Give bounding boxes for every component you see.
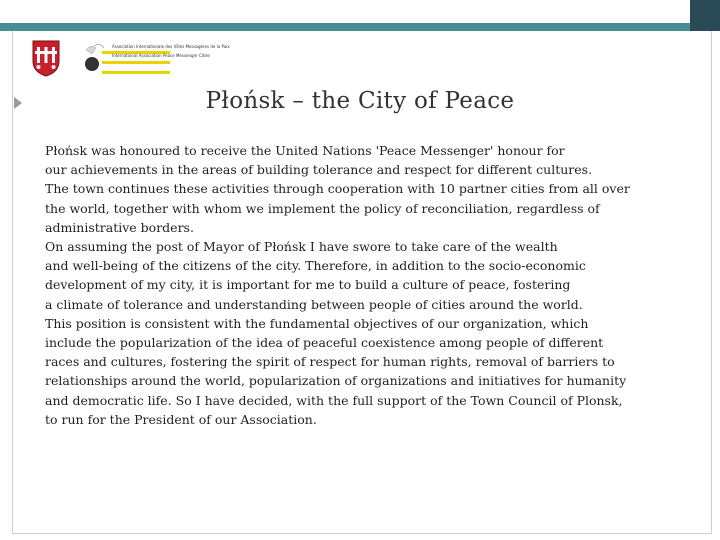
body-line: our achievements in the areas of building tolerance and respect for different cultures. [45, 162, 593, 178]
body-line: relationships around the world, popularization of organizations and initiatives for humanity [45, 373, 627, 389]
body-line: The town continues these activities through cooperation with 10 partner cities from all over [45, 181, 630, 197]
body-text [45, 141, 685, 429]
bottom-border-line [12, 533, 712, 534]
body-line: to run for the President of our Association. [45, 411, 317, 427]
body-line: a climate of tolerance and understanding between people of cities around the world. [45, 296, 583, 312]
association-name [112, 43, 252, 60]
top-corner-block [690, 0, 720, 31]
association-line-fr: Association Internationale des Villes Messagères de la Paix [112, 44, 230, 49]
body-line: development of my city, it is important for me to build a culture of peace, fostering [45, 277, 571, 293]
body-line: On assuming the post of Mayor of Płońsk I have swore to take care of the wealth [45, 239, 558, 255]
body-line: the world, together with whom we implement the policy of reconciliation, regardless of [45, 200, 600, 216]
association-line-en: International Association Peace Messenger Cities [112, 52, 211, 58]
plonsk-crest-icon [31, 39, 61, 77]
body-line: and democratic life. So I have decided, with the full support of the Town Council of Plonsk, [45, 392, 623, 408]
body-line: include the popularization of the idea of peaceful coexistence among people of different [45, 335, 604, 351]
body-line: This position is consistent with the fundamental objectives of our organization, which [45, 315, 589, 331]
top-accent-bar [0, 23, 690, 31]
body-line: races and cultures, fostering the spirit of respect for human rights, removal of barriers to [45, 354, 615, 370]
body-line: and well-being of the citizens of the city. Therefore, in addition to the socio-economic [45, 258, 586, 274]
page-title: Płońsk – the City of Peace [205, 88, 515, 114]
body-line: administrative borders. [45, 219, 194, 235]
body-line: Płońsk was honoured to receive the United Nations 'Peace Messenger' honour for [45, 143, 565, 158]
